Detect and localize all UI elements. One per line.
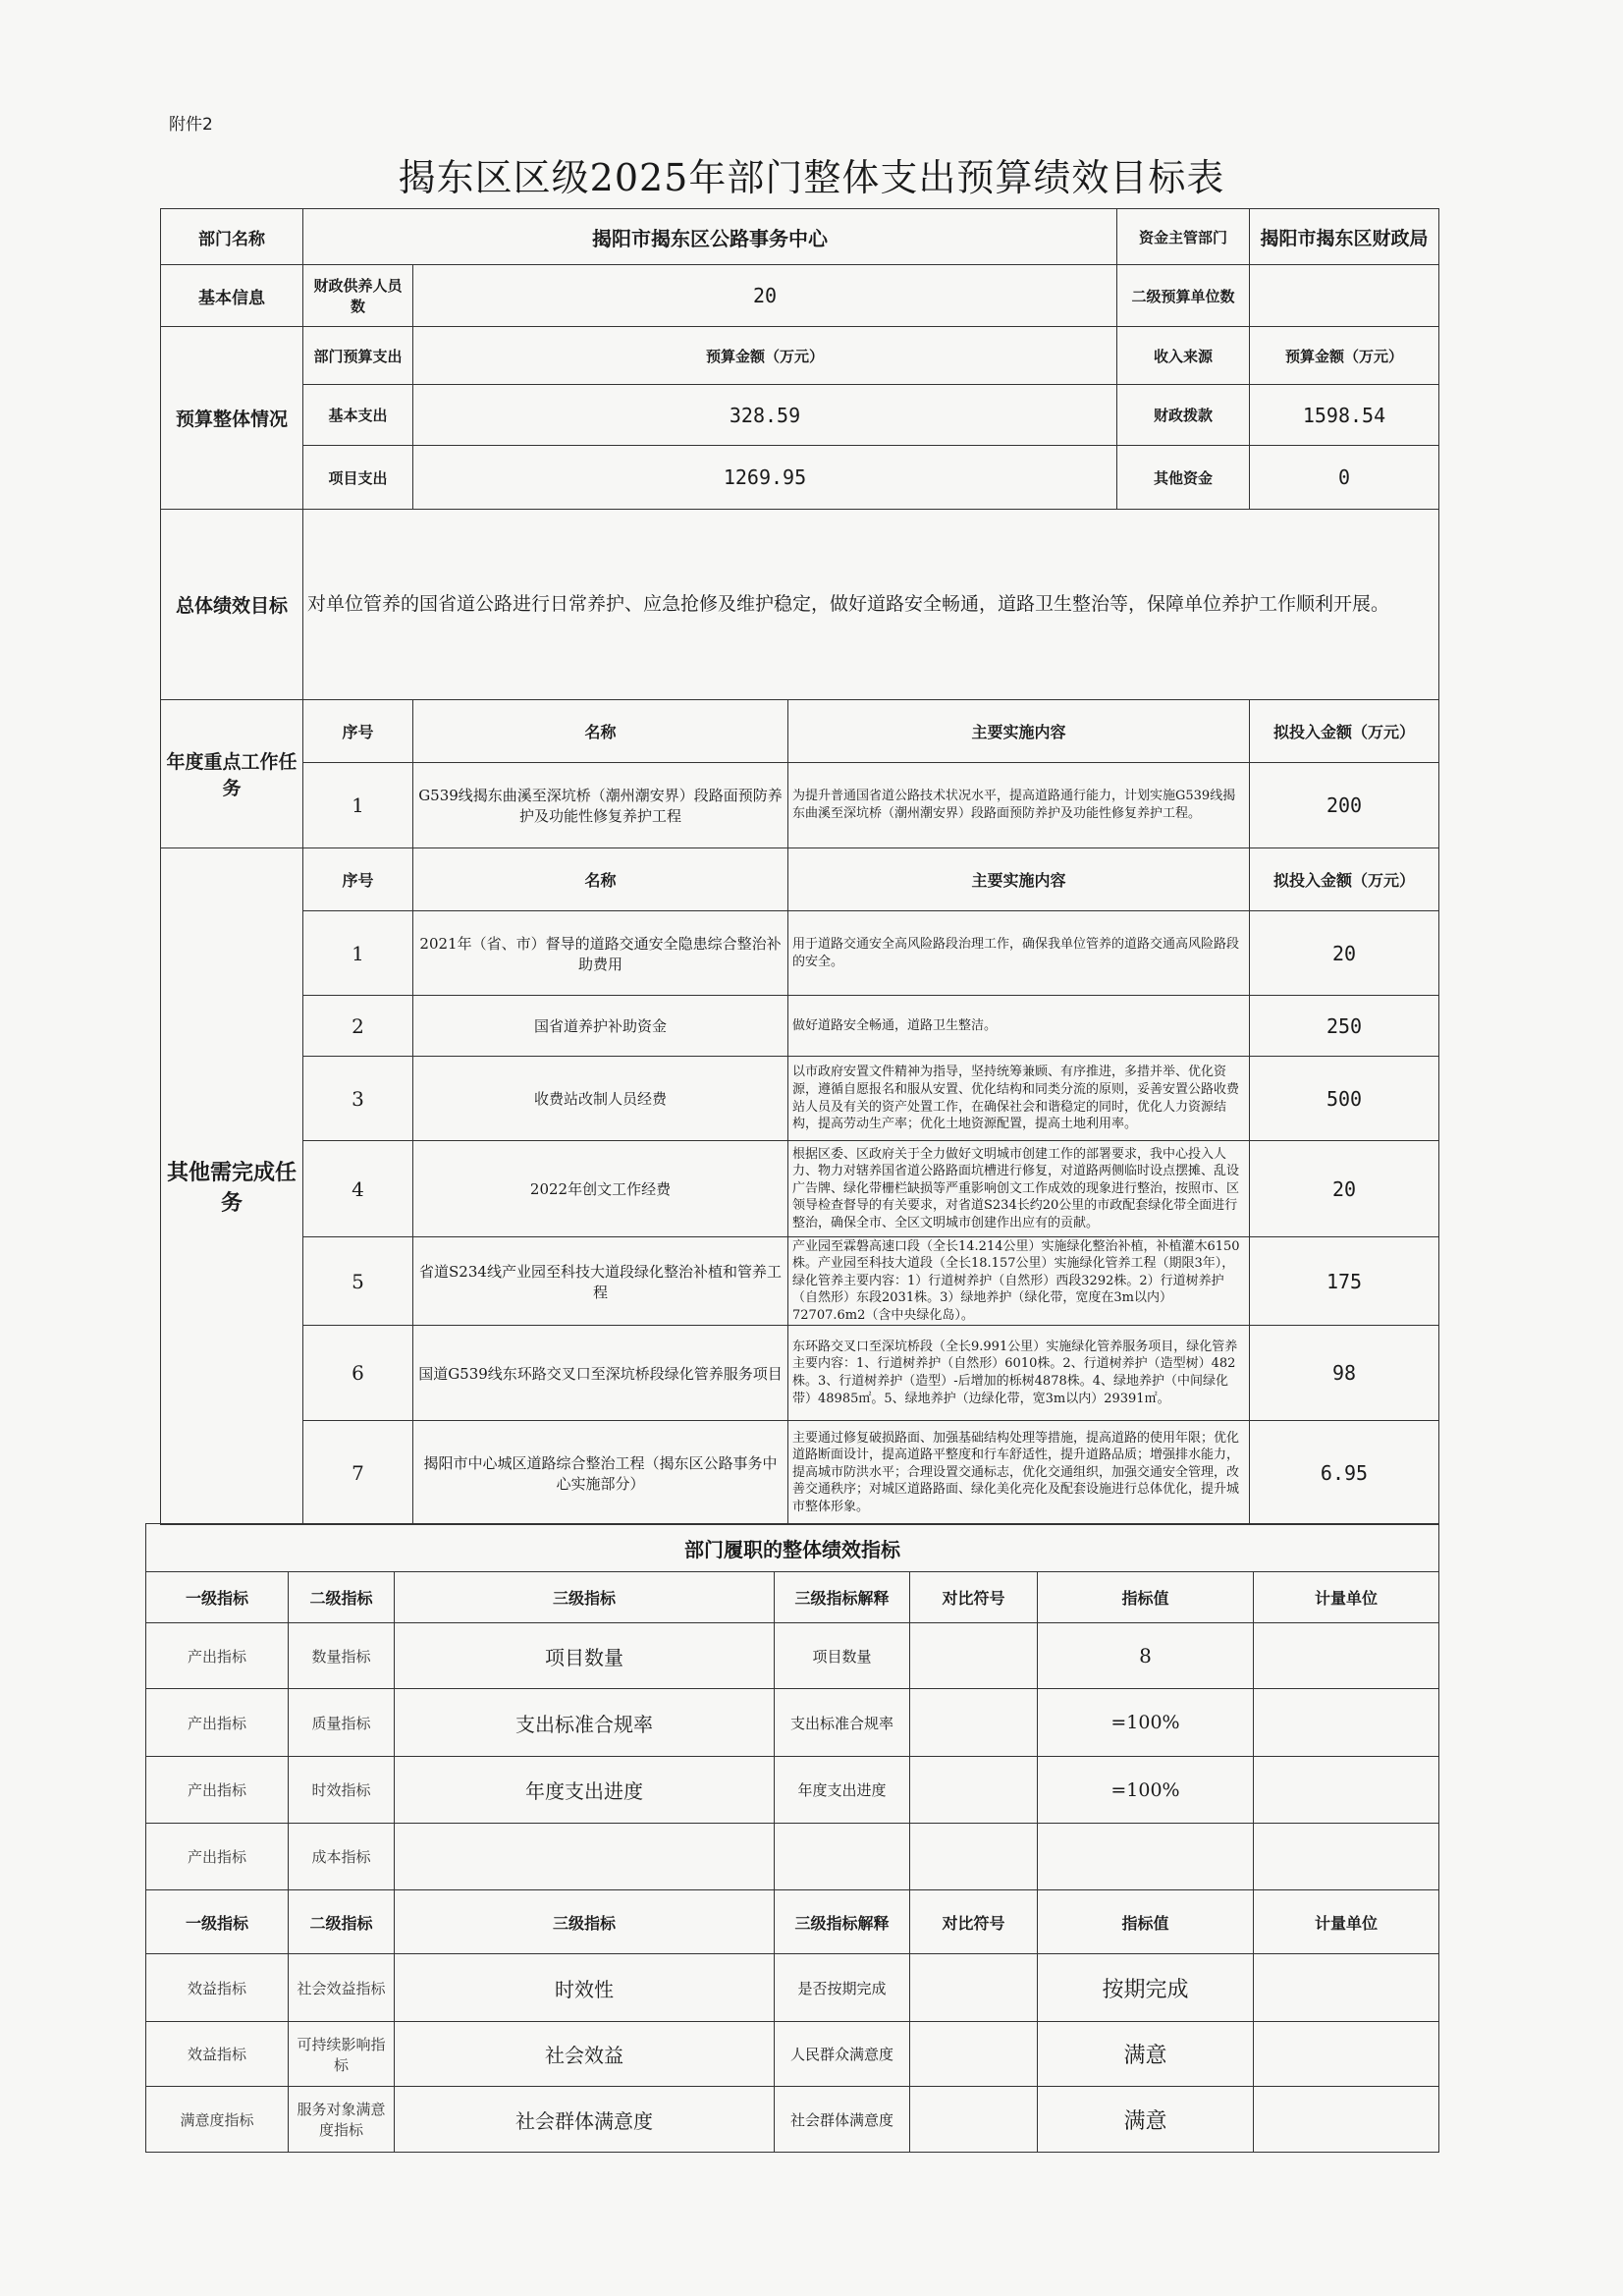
other-task-content: 做好道路安全畅通，道路卫生整洁。 [788, 996, 1250, 1057]
header-level3: 三级指标 [395, 1890, 775, 1954]
header-compare-symbol: 对比符号 [910, 1572, 1038, 1623]
header-level1: 一级指标 [146, 1890, 289, 1954]
other-task-amount: 20 [1250, 911, 1439, 996]
other-task-amount: 500 [1250, 1057, 1439, 1141]
dept-name-label: 部门名称 [161, 209, 303, 265]
header-indicator-value: 指标值 [1038, 1572, 1254, 1623]
indicator-value: 满意 [1038, 2022, 1254, 2087]
performance-indicator-table [145, 1523, 1439, 2153]
key-task-amount: 200 [1250, 763, 1439, 848]
indicator-desc [775, 1824, 910, 1890]
indicator-l1: 效益指标 [146, 1954, 289, 2022]
other-task-name: 2022年创文工作经费 [413, 1141, 788, 1237]
other-task-content: 产业园至霖磐高速口段（全长14.214公里）实施绿化整治补植，补植灌木6150株。产业园至科技大道段（全长18.157公里）实施绿化管养工程（期限3年），绿化管养主要内容：1）行道树养护（自然形）西段3292株。2）行道树养护（自然形）东段2031株。3）绿地养护（绿化带，宽度在3m以内）72707.6m2（含中央绿化岛）。 [788, 1237, 1250, 1326]
indicator-desc: 支出标准合规率 [775, 1689, 910, 1757]
fiscal-allocation-label: 财政拨款 [1117, 385, 1250, 446]
indicator-unit [1254, 1623, 1439, 1689]
table-row [146, 1757, 1439, 1824]
indicator-symbol [910, 1954, 1038, 2022]
dept-budget-label: 部门预算支出 [303, 327, 413, 385]
key-task-name: G539线揭东曲溪至深坑桥（潮州潮安界）段路面预防养护及功能性修复养护工程 [413, 763, 788, 848]
header-compare-symbol: 对比符号 [910, 1890, 1038, 1954]
indicator-unit [1254, 1954, 1439, 2022]
indicator-unit [1254, 1689, 1439, 1757]
budget-target-table [160, 208, 1439, 1525]
indicator-unit [1254, 2022, 1439, 2087]
indicator-l1: 产出指标 [146, 1824, 289, 1890]
indicator-symbol [910, 1824, 1038, 1890]
indicator-l2: 成本指标 [289, 1824, 395, 1890]
indicator-l2: 可持续影响指标 [289, 2022, 395, 2087]
indicator-l1: 效益指标 [146, 2022, 289, 2087]
header-unit: 计量单位 [1254, 1572, 1439, 1623]
indicator-value: 按期完成 [1038, 1954, 1254, 2022]
other-task-content: 以市政府安置文件精神为指导，坚持统筹兼顾、有序推进，多措并举、优化资源，遵循自愿报名和服从安置、优化结构和同类分流的原则，妥善安置公路收费站人员及有关的资产处置工作，在确保社会和谐稳定的同时，优化人力资源结构，提高劳动生产率；优化土地资源配置，提高土地利用率。 [788, 1057, 1250, 1141]
indicator-value: 8 [1038, 1623, 1254, 1689]
other-task-content: 主要通过修复破损路面、加强基础结构处理等措施，提高道路的使用年限；优化道路断面设计，提高道路平整度和行车舒适性，提升道路品质；增强排水能力，提高城市防洪水平；合理设置交通标志，优化交通组织，加强交通安全管理，改善交通秩序；对城区道路路面、绿化美化亮化及配套设施进行总体优化，提升城市整体形象。 [788, 1421, 1250, 1525]
header-level3-desc: 三级指标解释 [775, 1572, 910, 1623]
indicator-desc: 人民群众满意度 [775, 2022, 910, 2087]
budget-overall-label: 预算整体情况 [161, 327, 303, 510]
other-funds-label: 其他资金 [1117, 446, 1250, 510]
indicator-l3: 社会效益 [395, 2022, 775, 2087]
indicator-symbol [910, 1757, 1038, 1824]
other-task-amount: 175 [1250, 1237, 1439, 1326]
indicator-desc: 社会群体满意度 [775, 2087, 910, 2153]
indicator-l3: 时效性 [395, 1954, 775, 2022]
basic-expense-value: 328.59 [413, 385, 1117, 446]
table-row [146, 1689, 1439, 1757]
other-task-content: 根据区委、区政府关于全力做好文明城市创建工作的部署要求，我中心投入人力、物力对辖养国省道公路路面坑槽进行修复，对道路两侧临时设点摆摊、乱设广告牌、绿化带栅栏缺损等严重影响创文工作成效的现象进行整治，按照市、区领导检查督导的有关要求，对省道S234长约20公里的市政配套绿化带全面进行整治，确保全市、全区文明城市创建作出应有的贡献。 [788, 1141, 1250, 1237]
page-title: 揭东区区级2025年部门整体支出预算绩效目标表 [398, 156, 1225, 199]
indicator-l2: 服务对象满意度指标 [289, 2087, 395, 2153]
other-task-content: 用于道路交通安全高风险路段治理工作，确保我单位管养的道路交通高风险路段的安全。 [788, 911, 1250, 996]
header-level2: 二级指标 [289, 1572, 395, 1623]
key-tasks-content-header: 主要实施内容 [788, 700, 1250, 763]
other-tasks-label: 其他需完成任务 [161, 848, 303, 1525]
key-tasks-label: 年度重点工作任务 [161, 700, 303, 848]
indicator-l2: 质量指标 [289, 1689, 395, 1757]
indicator-l3 [395, 1824, 775, 1890]
other-task-amount: 98 [1250, 1326, 1439, 1421]
other-task-name: 省道S234线产业园至科技大道段绿化整治补植和管养工程 [413, 1237, 788, 1326]
indicator-value: 满意 [1038, 2087, 1254, 2153]
basic-expense-label: 基本支出 [303, 385, 413, 446]
supervisor-label: 资金主管部门 [1117, 209, 1250, 265]
other-funds-value: 0 [1250, 446, 1439, 510]
other-task-no: 1 [303, 911, 413, 996]
project-expense-label: 项目支出 [303, 446, 413, 510]
indicator-desc: 是否按期完成 [775, 1954, 910, 2022]
key-tasks-name-header: 名称 [413, 700, 788, 763]
header-level3: 三级指标 [395, 1572, 775, 1623]
table-row [146, 1623, 1439, 1689]
indicator-desc: 年度支出进度 [775, 1757, 910, 1824]
supervisor-value: 揭阳市揭东区财政局 [1250, 209, 1439, 265]
staff-count: 20 [413, 265, 1117, 327]
indicator-l3: 项目数量 [395, 1623, 775, 1689]
other-task-name: 国道G539线东环路交叉口至深坑桥段绿化管养服务项目 [413, 1326, 788, 1421]
other-task-name: 国省道养护补助资金 [413, 996, 788, 1057]
indicator-l2: 数量指标 [289, 1623, 395, 1689]
indicator-value: =100% [1038, 1757, 1254, 1824]
overall-goal-text: 对单位管养的国省道公路进行日常养护、应急抢修及维护稳定，做好道路安全畅通，道路卫生整治等，保障单位养护工作顺利开展。 [303, 510, 1439, 700]
other-tasks-name-header: 名称 [413, 848, 788, 911]
other-task-no: 4 [303, 1141, 413, 1237]
indicator-value: =100% [1038, 1689, 1254, 1757]
header-level2: 二级指标 [289, 1890, 395, 1954]
attachment-label: 附件2 [169, 115, 213, 135]
indicator-symbol [910, 1689, 1038, 1757]
indicator-l3: 支出标准合规率 [395, 1689, 775, 1757]
header-level1: 一级指标 [146, 1572, 289, 1623]
indicator-unit [1254, 1824, 1439, 1890]
indicator-l2: 社会效益指标 [289, 1954, 395, 2022]
indicator-unit [1254, 2087, 1439, 2153]
other-tasks-content-header: 主要实施内容 [788, 848, 1250, 911]
other-task-no: 7 [303, 1421, 413, 1525]
basic-info-label: 基本信息 [161, 265, 303, 327]
income-source-label: 收入来源 [1117, 327, 1250, 385]
other-tasks-no-header: 序号 [303, 848, 413, 911]
key-tasks-amount-header: 拟投入金额（万元） [1250, 700, 1439, 763]
secondary-unit-label: 二级预算单位数 [1117, 265, 1250, 327]
dept-name-value: 揭阳市揭东区公路事务中心 [303, 209, 1117, 265]
key-task-no: 1 [303, 763, 413, 848]
header-indicator-value: 指标值 [1038, 1890, 1254, 1954]
indicator-l1: 产出指标 [146, 1757, 289, 1824]
other-task-name: 揭阳市中心城区道路综合整治工程（揭东区公路事务中心实施部分） [413, 1421, 788, 1525]
indicator-l1: 满意度指标 [146, 2087, 289, 2153]
fiscal-allocation-value: 1598.54 [1250, 385, 1439, 446]
income-amount-label: 预算金额（万元） [1250, 327, 1439, 385]
other-task-amount: 250 [1250, 996, 1439, 1057]
overall-goal-label: 总体绩效目标 [161, 510, 303, 700]
other-task-content: 东环路交叉口至深坑桥段（全长9.991公里）实施绿化管养服务项目，绿化管养主要内容：1、行道树养护（自然形）6010株。2、行道树养护（造型树）482株。3、行道树养护（造型）-后增加的栎树4878株。4、绿地养护（中间绿化带）48985㎡。5、绿地养护（边绿化带，宽3m以内）29391㎡。 [788, 1326, 1250, 1421]
header-unit: 计量单位 [1254, 1890, 1439, 1954]
other-task-name: 2021年（省、市）督导的道路交通安全隐患综合整治补助费用 [413, 911, 788, 996]
indicator-desc: 项目数量 [775, 1623, 910, 1689]
table-row [146, 1954, 1439, 2022]
table-row [146, 2087, 1439, 2153]
indicator-unit [1254, 1757, 1439, 1824]
other-task-amount: 6.95 [1250, 1421, 1439, 1525]
other-task-no: 2 [303, 996, 413, 1057]
budget-amount-label: 预算金额（万元） [413, 327, 1117, 385]
indicator-symbol [910, 2087, 1038, 2153]
other-task-no: 6 [303, 1326, 413, 1421]
other-tasks-amount-header: 拟投入金额（万元） [1250, 848, 1439, 911]
other-task-no: 5 [303, 1237, 413, 1326]
indicator-section-title: 部门履职的整体绩效指标 [146, 1524, 1439, 1572]
other-task-name: 收费站改制人员经费 [413, 1057, 788, 1141]
other-task-no: 3 [303, 1057, 413, 1141]
indicator-l1: 产出指标 [146, 1623, 289, 1689]
header-level3-desc: 三级指标解释 [775, 1890, 910, 1954]
key-tasks-no-header: 序号 [303, 700, 413, 763]
other-task-amount: 20 [1250, 1141, 1439, 1237]
project-expense-value: 1269.95 [413, 446, 1117, 510]
indicator-l1: 产出指标 [146, 1689, 289, 1757]
key-task-content: 为提升普通国省道公路技术状况水平，提高道路通行能力，计划实施G539线揭东曲溪至深坑桥（潮州潮安界）段路面预防养护及功能性修复养护工程。 [788, 763, 1250, 848]
indicator-symbol [910, 2022, 1038, 2087]
indicator-l3: 年度支出进度 [395, 1757, 775, 1824]
indicator-l2: 时效指标 [289, 1757, 395, 1824]
indicator-l3: 社会群体满意度 [395, 2087, 775, 2153]
indicator-value [1038, 1824, 1254, 1890]
table-row [146, 1824, 1439, 1890]
indicator-symbol [910, 1623, 1038, 1689]
staff-label: 财政供养人员数 [303, 265, 413, 327]
secondary-unit-value [1250, 265, 1439, 327]
table-row [146, 2022, 1439, 2087]
